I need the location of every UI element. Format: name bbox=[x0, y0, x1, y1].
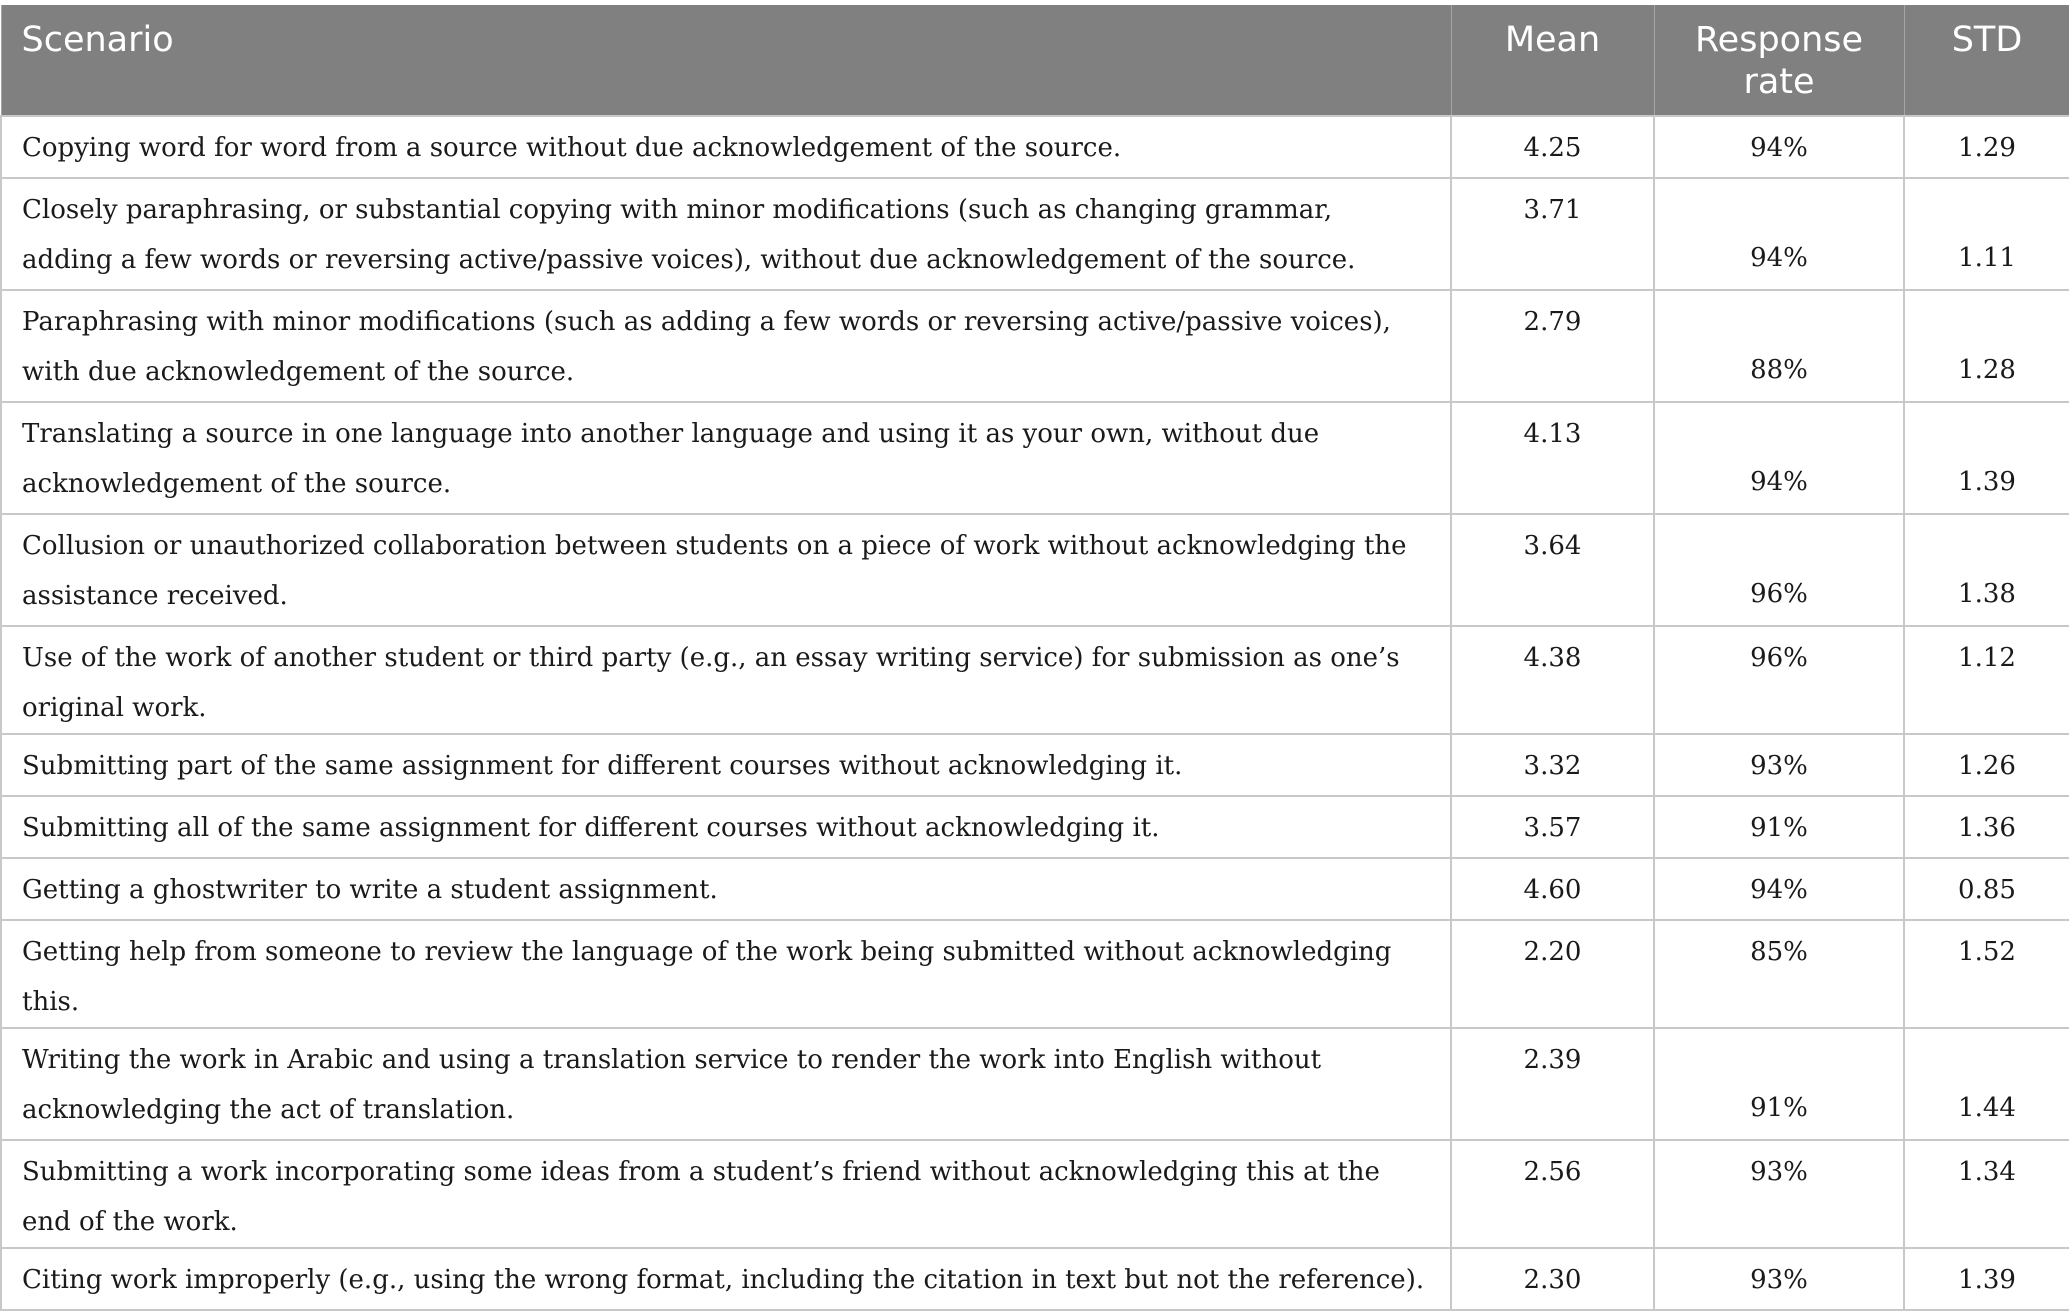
cell-response-rate: 91% bbox=[1654, 796, 1904, 858]
table-row bbox=[1, 116, 2069, 178]
cell-response-rate: 96% bbox=[1654, 626, 1904, 734]
cell-mean: 2.56 bbox=[1451, 1140, 1654, 1248]
cell-response-rate: 93% bbox=[1654, 734, 1904, 796]
table-row bbox=[1, 1140, 2069, 1248]
cell-scenario: Getting a ghostwriter to write a student assignment. bbox=[1, 858, 1451, 920]
header-std: STD bbox=[1904, 5, 2069, 116]
table-row bbox=[1, 1028, 2069, 1140]
cell-response-rate: 94% bbox=[1654, 178, 1904, 290]
cell-scenario: Submitting a work incorporating some ideas from a student’s friend without acknowledging this at the end of the work. bbox=[1, 1140, 1451, 1248]
cell-response-rate: 96% bbox=[1654, 514, 1904, 626]
scenario-table bbox=[0, 5, 2069, 1311]
cell-std: 1.12 bbox=[1904, 626, 2069, 734]
table-row bbox=[1, 626, 2069, 734]
cell-std: 1.39 bbox=[1904, 402, 2069, 514]
table-row bbox=[1, 796, 2069, 858]
header-response-rate-line2: rate bbox=[1743, 62, 1815, 102]
cell-scenario: Getting help from someone to review the language of the work being submitted without acknowledging this. bbox=[1, 920, 1451, 1028]
cell-response-rate: 93% bbox=[1654, 1140, 1904, 1248]
cell-response-rate: 94% bbox=[1654, 402, 1904, 514]
cell-response-rate: 93% bbox=[1654, 1248, 1904, 1310]
header-response-rate bbox=[1654, 5, 1904, 116]
cell-mean: 4.38 bbox=[1451, 626, 1654, 734]
cell-mean: 2.20 bbox=[1451, 920, 1654, 1028]
cell-scenario: Copying word for word from a source without due acknowledgement of the source. bbox=[1, 116, 1451, 178]
header-scenario: Scenario bbox=[1, 5, 1451, 116]
table-row bbox=[1, 178, 2069, 290]
table-row bbox=[1, 1248, 2069, 1310]
cell-mean: 3.32 bbox=[1451, 734, 1654, 796]
cell-std: 1.11 bbox=[1904, 178, 2069, 290]
cell-scenario: Writing the work in Arabic and using a translation service to render the work into English without acknowledging the act of translation. bbox=[1, 1028, 1451, 1140]
table-header bbox=[1, 5, 2069, 116]
cell-std: 1.26 bbox=[1904, 734, 2069, 796]
table-row bbox=[1, 402, 2069, 514]
cell-std: 1.29 bbox=[1904, 116, 2069, 178]
cell-scenario: Submitting all of the same assignment for different courses without acknowledging it. bbox=[1, 796, 1451, 858]
scenario-table-container bbox=[0, 5, 2069, 1311]
header-mean: Mean bbox=[1451, 5, 1654, 116]
cell-std: 1.34 bbox=[1904, 1140, 2069, 1248]
cell-std: 1.28 bbox=[1904, 290, 2069, 402]
cell-response-rate: 94% bbox=[1654, 116, 1904, 178]
table-body bbox=[1, 116, 2069, 1310]
table-row bbox=[1, 514, 2069, 626]
cell-std: 1.44 bbox=[1904, 1028, 2069, 1140]
cell-std: 0.85 bbox=[1904, 858, 2069, 920]
cell-mean: 2.39 bbox=[1451, 1028, 1654, 1140]
table-row bbox=[1, 734, 2069, 796]
cell-std: 1.38 bbox=[1904, 514, 2069, 626]
table-row bbox=[1, 920, 2069, 1028]
cell-scenario: Paraphrasing with minor modifications (such as adding a few words or reversing active/passive voices), with due acknowledgement of the source. bbox=[1, 290, 1451, 402]
cell-mean: 3.57 bbox=[1451, 796, 1654, 858]
cell-mean: 2.30 bbox=[1451, 1248, 1654, 1310]
cell-mean: 3.64 bbox=[1451, 514, 1654, 626]
table-row bbox=[1, 858, 2069, 920]
cell-scenario: Collusion or unauthorized collaboration between students on a piece of work without acknowledging the assistance received. bbox=[1, 514, 1451, 626]
cell-mean: 2.79 bbox=[1451, 290, 1654, 402]
cell-mean: 4.25 bbox=[1451, 116, 1654, 178]
header-response-rate-line1: Response bbox=[1694, 20, 1864, 60]
cell-scenario: Submitting part of the same assignment for different courses without acknowledging it. bbox=[1, 734, 1451, 796]
cell-scenario: Closely paraphrasing, or substantial copying with minor modifications (such as changing grammar, adding a few words or reversing active/passive voices), without due acknowledgement of the source. bbox=[1, 178, 1451, 290]
cell-mean: 4.13 bbox=[1451, 402, 1654, 514]
cell-std: 1.39 bbox=[1904, 1248, 2069, 1310]
cell-scenario: Translating a source in one language into another language and using it as your own, without due acknowledgement of the source. bbox=[1, 402, 1451, 514]
cell-std: 1.36 bbox=[1904, 796, 2069, 858]
cell-scenario: Use of the work of another student or third party (e.g., an essay writing service) for submission as one’s original work. bbox=[1, 626, 1451, 734]
cell-mean: 4.60 bbox=[1451, 858, 1654, 920]
cell-mean: 3.71 bbox=[1451, 178, 1654, 290]
table-row bbox=[1, 290, 2069, 402]
header-row bbox=[1, 5, 2069, 116]
cell-std: 1.52 bbox=[1904, 920, 2069, 1028]
cell-response-rate: 85% bbox=[1654, 920, 1904, 1028]
cell-response-rate: 91% bbox=[1654, 1028, 1904, 1140]
cell-response-rate: 88% bbox=[1654, 290, 1904, 402]
cell-response-rate: 94% bbox=[1654, 858, 1904, 920]
cell-scenario: Citing work improperly (e.g., using the wrong format, including the citation in text but not the reference). bbox=[1, 1248, 1451, 1310]
